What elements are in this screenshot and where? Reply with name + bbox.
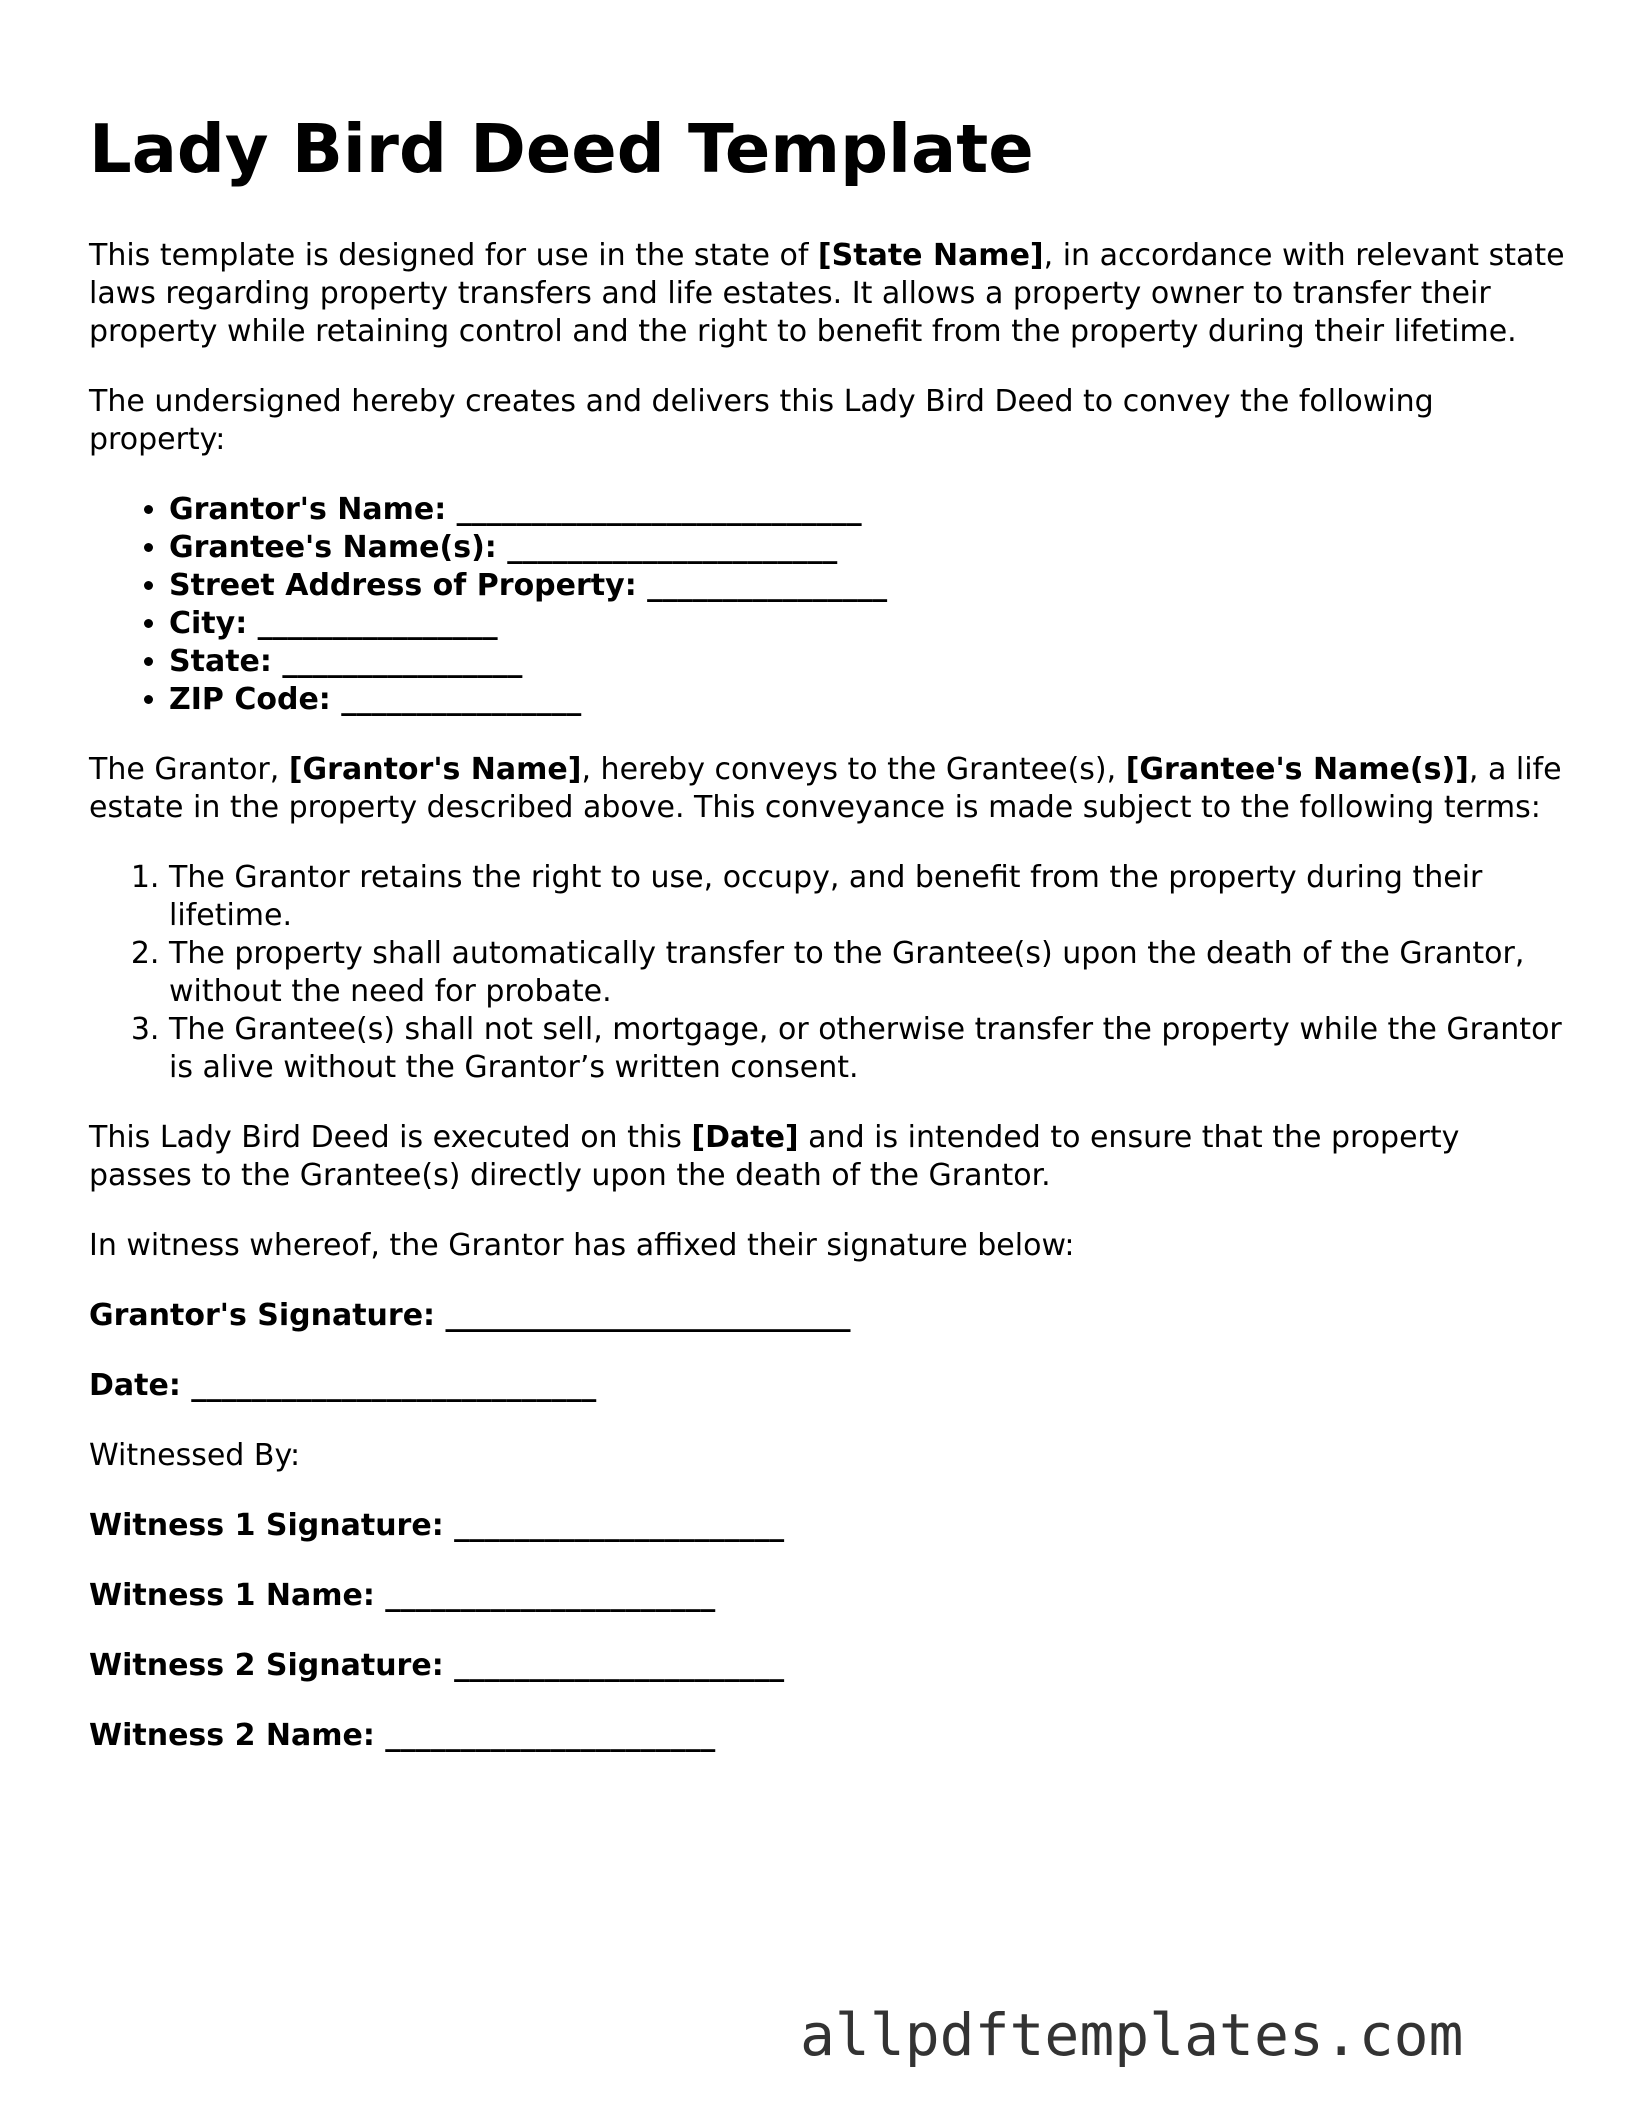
conveyance-text-3: , a life estate in the property described above. This conveyance is made subject to the following terms: — [89, 752, 1562, 825]
grantee-name-placeholder: [Grantee's Name(s)] — [1125, 752, 1469, 787]
conveyance-text-1: The Grantor, — [89, 752, 289, 787]
field-grantee-names: • Grantee's Name(s): ______________________ — [169, 529, 1569, 567]
field-street-address: • Street Address of Property: ________________ — [169, 567, 1569, 605]
grantor-signature-line: Grantor's Signature: ___________________________ — [89, 1298, 851, 1333]
intro-paragraph — [89, 237, 1569, 351]
date-line: Date: ___________________________ — [89, 1368, 597, 1403]
watermark-text: allpdftemplates.com — [800, 2001, 1464, 2069]
date-placeholder: [Date] — [691, 1120, 799, 1155]
witness-1-name-line: Witness 1 Name: ______________________ — [89, 1578, 716, 1613]
execution-paragraph — [89, 1119, 1569, 1195]
intro-text-before: This template is designed for use in the state of — [89, 238, 818, 273]
grantor-name-placeholder: [Grantor's Name] — [288, 752, 582, 787]
term-item-3: 3. The Grantee(s) shall not sell, mortgage, or otherwise transfer the property while the Grantor is alive without the Grantor’s written consent. — [169, 1011, 1569, 1087]
property-fields-list — [89, 491, 1569, 719]
conveyance-paragraph — [89, 751, 1569, 827]
conveyance-intro-paragraph: The undersigned hereby creates and delivers this Lady Bird Deed to convey the following property: — [89, 384, 1434, 457]
witness-2-signature-line: Witness 2 Signature: ______________________ — [89, 1648, 785, 1683]
field-city: • City: ________________ — [169, 605, 1569, 643]
page-title: Lady Bird Deed Template — [89, 110, 1034, 188]
conveyance-text-2: , hereby conveys to the Grantee(s), — [581, 752, 1126, 787]
witness-statement: In witness whereof, the Grantor has affixed their signature below: — [89, 1228, 1075, 1263]
field-zip-code: • ZIP Code: ________________ — [169, 681, 1569, 719]
document-page — [89, 105, 1569, 1787]
intro-text-after: , in accordance with relevant state laws regarding property transfers and life estates. It allows a property owner to transfer their property while retaining control and the right to benefit from the property during their lifetime. — [89, 238, 1565, 349]
witness-2-name-line: Witness 2 Name: ______________________ — [89, 1718, 716, 1753]
field-state: • State: ________________ — [169, 643, 1569, 681]
execution-text-after: and is intended to ensure that the property passes to the Grantee(s) directly upon the death of the Grantor. — [89, 1120, 1460, 1193]
execution-text-before: This Lady Bird Deed is executed on this — [89, 1120, 692, 1155]
state-name-placeholder: [State Name] — [817, 238, 1044, 273]
field-grantor-name: • Grantor's Name: ___________________________ — [169, 491, 1569, 529]
witnessed-by-label: Witnessed By: — [89, 1438, 301, 1473]
terms-list — [89, 859, 1569, 1087]
witness-1-signature-line: Witness 1 Signature: ______________________ — [89, 1508, 785, 1543]
term-item-1: 1. The Grantor retains the right to use, occupy, and benefit from the property during their lifetime. — [169, 859, 1569, 935]
term-item-2: 2. The property shall automatically transfer to the Grantee(s) upon the death of the Grantor, without the need for probate. — [169, 935, 1569, 1011]
